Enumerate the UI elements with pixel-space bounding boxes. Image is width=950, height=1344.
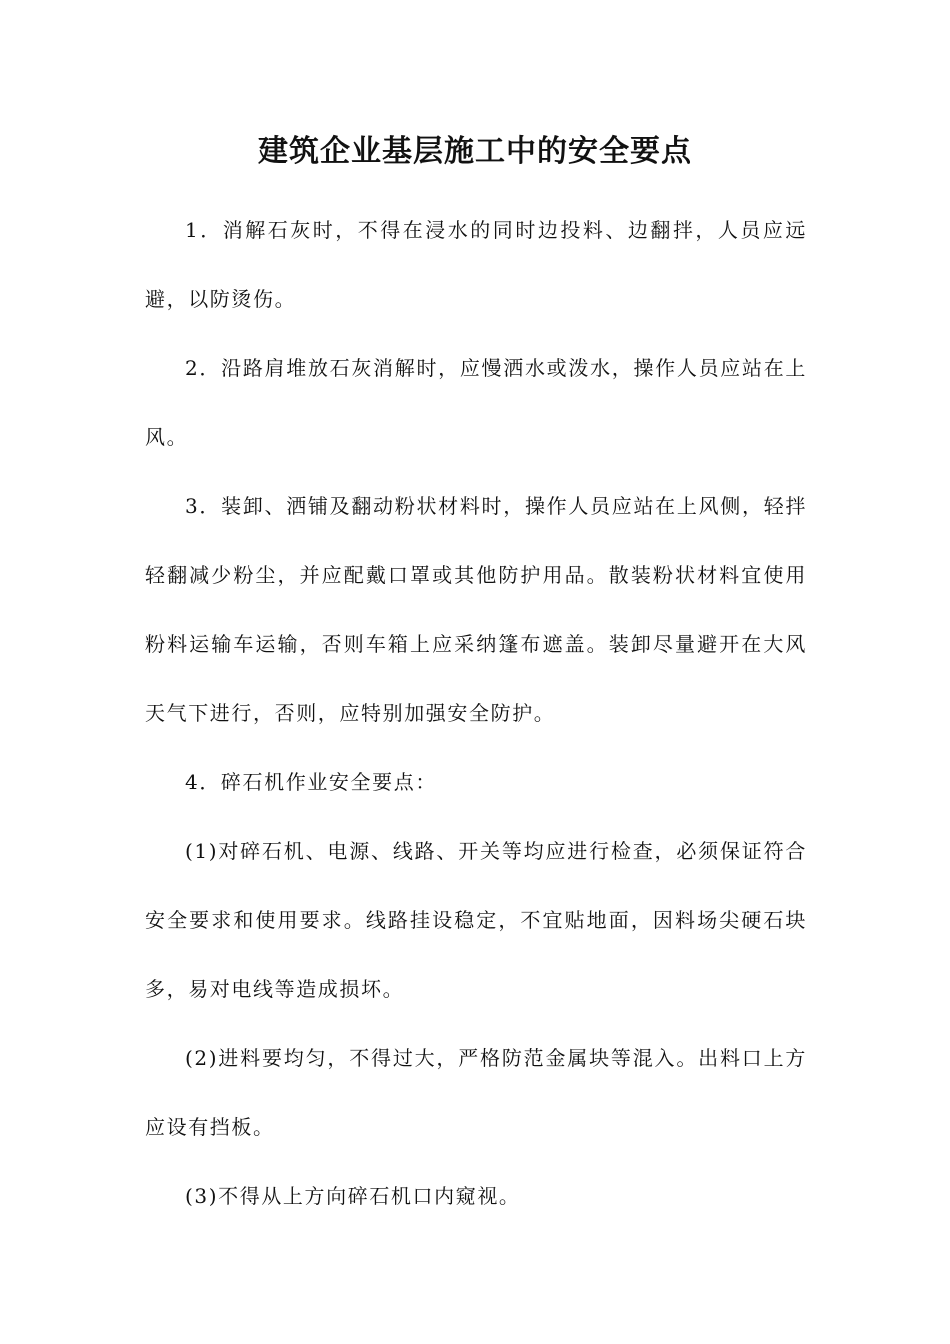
document-body [145,196,807,1231]
paragraph-3: 3．装卸、洒铺及翻动粉状材料时，操作人员应站在上风侧，轻拌轻翻减少粉尘，并应配戴口罩或其他防护用品。散装粉状材料宜使用粉料运输车运输，否则车箱上应采纳篷布遮盖。装卸尽量避开在大风天气下进行，否则，应特别加强安全防护。 [145,494,807,725]
paragraph-4-3: (3)不得从上方向碎石机口内窥视。 [185,1184,521,1208]
paragraph-1: 1．消解石灰时，不得在浸水的同时边投料、边翻拌，人员应远避，以防烫伤。 [145,218,807,311]
paragraph-4-2: (2)进料要均匀，不得过大，严格防范金属块等混入。出料口上方应设有挡板。 [145,1046,807,1139]
paragraph-4-1: (1)对碎石机、电源、线路、开关等均应进行检查，必须保证符合安全要求和使用要求。线路挂设稳定，不宜贴地面，因料场尖硬石块多，易对电线等造成损坏。 [145,839,807,1001]
document-title: 建筑企业基层施工中的安全要点 [258,134,692,169]
paragraph-2: 2．沿路肩堆放石灰消解时，应慢洒水或泼水，操作人员应站在上风。 [145,356,807,449]
paragraph-4: 4．碎石机作业安全要点： [185,770,437,794]
